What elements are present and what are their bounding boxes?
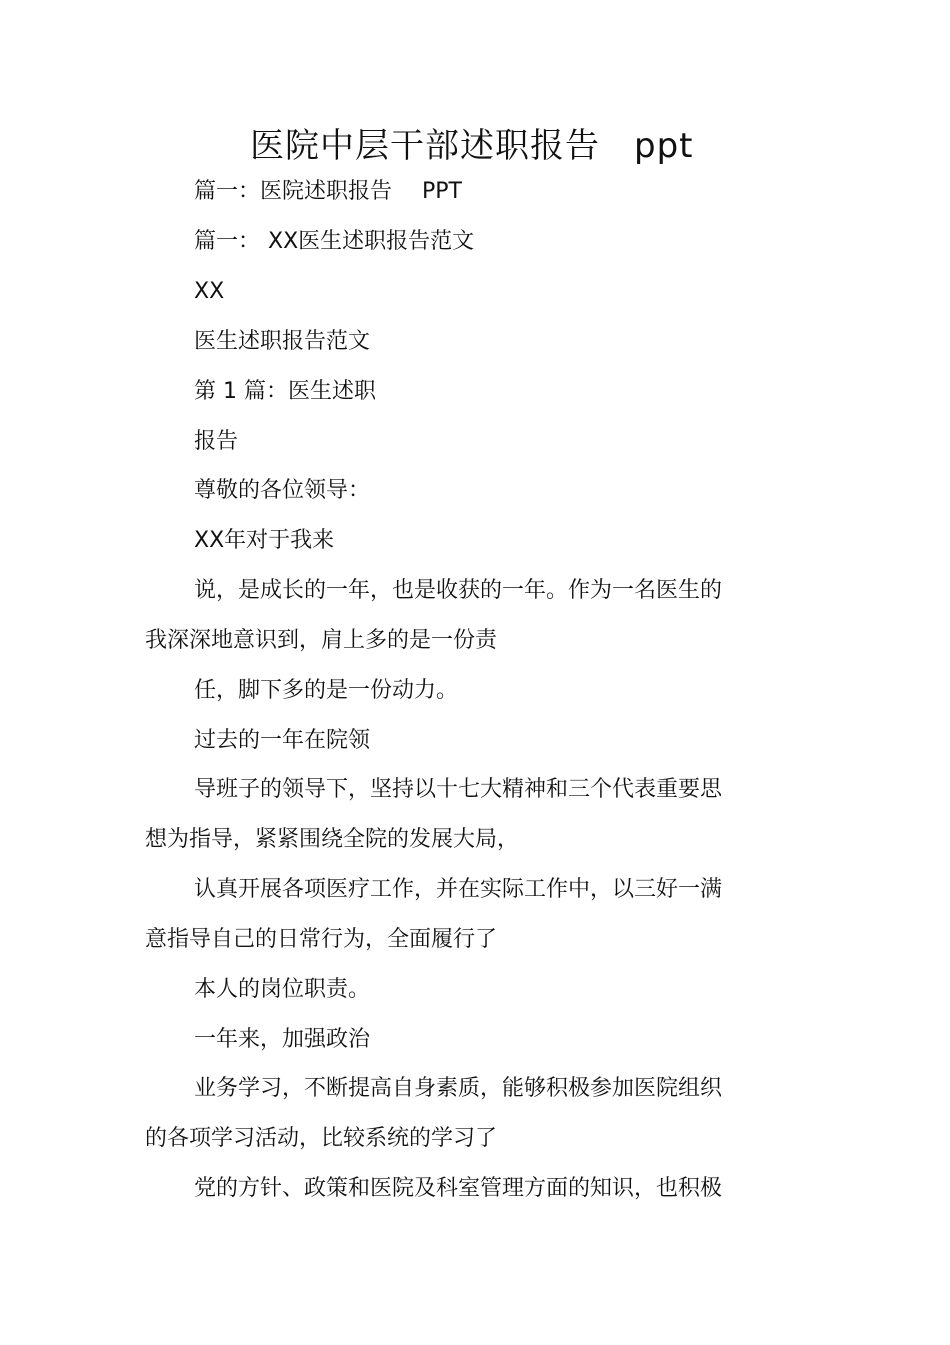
document-title <box>250 124 694 168</box>
paragraph-line: 尊敬的各位领导： <box>194 478 371 503</box>
paragraph-line: 党的方针、政策和医院及科室管理方面的知识，也积极 <box>194 1176 723 1201</box>
paragraph-line: 认真开展各项医疗工作，并在实际工作中，以三好一满 <box>194 877 723 902</box>
paragraph-line: 意指导自己的日常行为，全面履行了 <box>145 927 498 952</box>
paragraph-line: XX年对于我来 <box>194 528 335 553</box>
heading-1-text: 篇一：医院述职报告 <box>194 179 393 204</box>
heading-1 <box>194 177 814 207</box>
heading-2-prefix: 篇一： <box>194 229 261 254</box>
paragraph-line: XX <box>194 279 225 304</box>
paragraph-line: 说，是成长的一年，也是收获的一年。作为一名医生的 <box>194 578 723 603</box>
paragraph-line: 报告 <box>194 429 239 454</box>
title-text: 医院中层干部述职报告 <box>250 126 600 166</box>
paragraph-line: 本人的岗位职责。 <box>194 977 371 1002</box>
heading-1-suffix: PPT <box>422 179 462 204</box>
paragraph-line: 我深深地意识到，肩上多的是一份责 <box>145 628 498 653</box>
heading-2-text: XX医生述职报告范文 <box>268 229 475 254</box>
paragraph-line: 过去的一年在院领 <box>194 728 371 753</box>
paragraph-line: 的各项学习活动，比较系统的学习了 <box>145 1126 498 1151</box>
paragraph-line: 导班子的领导下，坚持以十七大精神和三个代表重要思 <box>194 777 723 802</box>
paragraph-line: 业务学习，不断提高自身素质，能够积极参加医院组织 <box>194 1076 723 1101</box>
paragraph-line: 医生述职报告范文 <box>194 329 371 354</box>
title-suffix: ppt <box>634 126 694 166</box>
paragraph-line: 任，脚下多的是一份动力。 <box>194 678 459 703</box>
paragraph-line: 想为指导，紧紧围绕全院的发展大局， <box>145 827 520 852</box>
paragraph-line: 一年来，加强政治 <box>194 1027 371 1052</box>
paragraph-line: 第 1 篇：医生述职 <box>194 379 376 404</box>
heading-2 <box>194 227 814 257</box>
